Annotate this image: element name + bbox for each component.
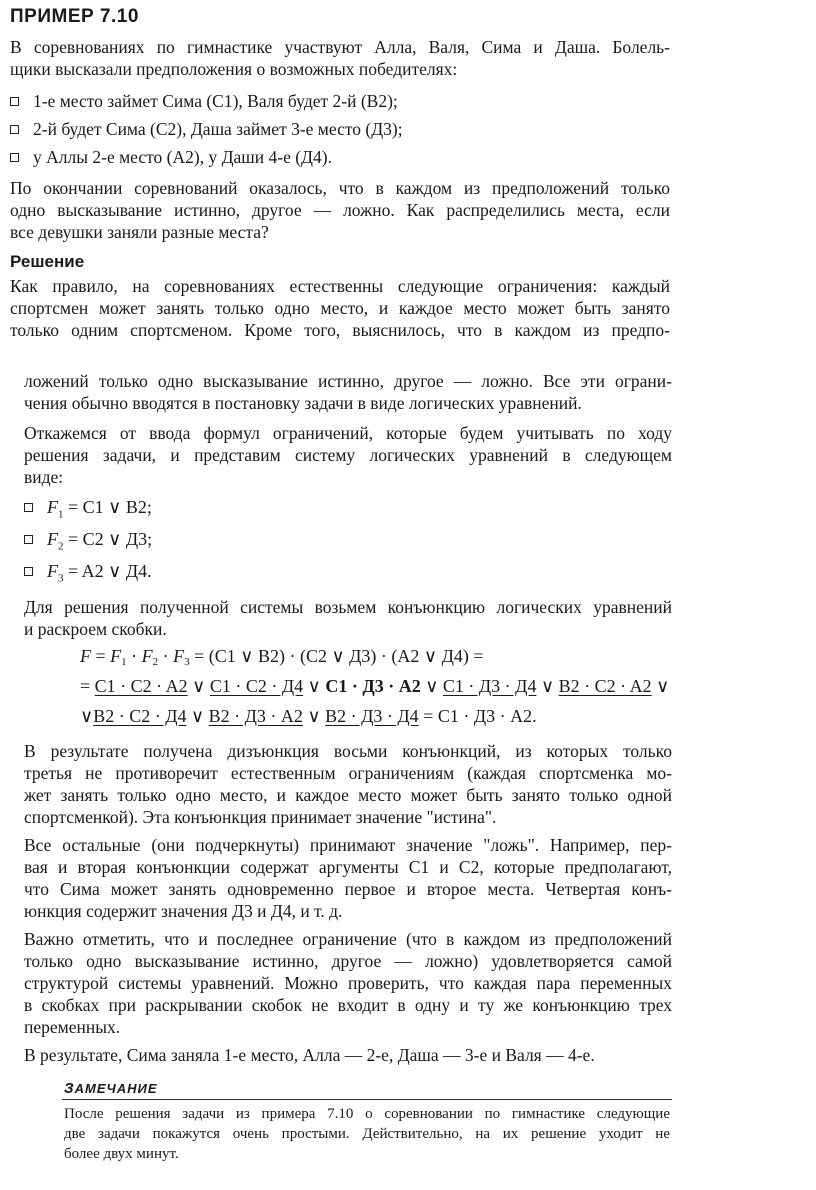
- text-line: В соревнованиях по гимнастике участвуют Алла, Валя, Сима и Даша. Болель-: [10, 37, 670, 57]
- conjunction-term: C1 · C2 · A2: [94, 676, 188, 696]
- list-item-text: 1-е место займет Сима (С1), Валя будет 2-й (В2);: [33, 91, 398, 111]
- text-line: После решения задачи из примера 7.10 о соревновании по гимнастике следующие: [64, 1106, 670, 1122]
- formula-equals: =: [80, 676, 91, 696]
- bullet-box-icon: [24, 567, 33, 576]
- equation-variable: F: [47, 529, 58, 549]
- bullet-box-icon: [10, 125, 19, 134]
- equation-item: [24, 528, 152, 558]
- list-item: [10, 90, 398, 112]
- bullet-box-icon: [24, 535, 33, 544]
- text-line: Для решения полученной системы возьмем конъюнкцию логических уравнений: [24, 597, 672, 617]
- text-line: спортсменкой). Эта конъюнкция принимает значение "истина".: [24, 807, 497, 827]
- note-divider: [62, 1099, 672, 1100]
- note-title-rest: АМЕЧАНИЕ: [74, 1081, 158, 1096]
- text-line: только одним спортсменом. Кроме того, выяснилось, что в каждом из предпо-: [10, 320, 670, 340]
- disjunction-sign: ∨: [192, 676, 206, 696]
- text-line: переменных.: [24, 1017, 121, 1037]
- intro-paragraph: [10, 36, 670, 80]
- conjunction-term: B2 · C2 · Д4: [93, 706, 187, 726]
- text-line: все девушки заняли разные места?: [10, 222, 269, 242]
- disjunction-sign: ∨: [80, 706, 94, 726]
- solution-paragraph: [10, 275, 670, 341]
- formula-result: = C1 · Д3 · A2.: [423, 706, 537, 726]
- text-line: решения задачи, и представим систему логических уравнений в следующем: [24, 445, 672, 465]
- note-title-initial: З: [64, 1080, 75, 1097]
- equation-subscript: 3: [58, 572, 64, 585]
- equation-subscript: 1: [58, 508, 64, 521]
- equation-item: [24, 496, 152, 526]
- conjunction-term: B2 · C2 · A2: [558, 676, 652, 696]
- result-paragraph: [24, 928, 672, 1038]
- text-line: Все остальные (они подчеркнуты) принимают значение "ложь". Например, пер-: [24, 835, 672, 855]
- bullet-box-icon: [24, 503, 33, 512]
- formula-expansion: = (C1 ∨ B2) · (C2 ∨ Д3) · (A2 ∨ Д4) =: [194, 646, 484, 666]
- conjunction-term: B2 · Д3 · A2: [208, 706, 303, 726]
- formula-line-2: [80, 674, 669, 698]
- text-line: что Сима может занять одновременно первое и второе места. Четвертая конъ-: [24, 879, 672, 899]
- equation-rhs: = A2 ∨ Д4.: [68, 561, 152, 581]
- equation-variable: F: [47, 497, 58, 517]
- text-line: и раскроем скобки.: [24, 619, 167, 639]
- conjunction-term-true: C1 · Д3 · A2: [325, 676, 421, 696]
- text-line: Важно отметить, что и последнее ограничение (что в каждом из предположений: [24, 929, 672, 949]
- formula-line-3: [80, 704, 537, 728]
- solution-paragraph: [24, 596, 672, 640]
- list-item-text: 2-й будет Сима (С2), Даша займет 3-е место (Д3);: [33, 119, 403, 139]
- final-answer: В результате, Сима заняла 1-е место, Алла — 2-е, Даша — 3-е и Валя — 4-е.: [24, 1045, 595, 1065]
- condition-paragraph: [10, 177, 670, 243]
- equation-variable: F: [47, 561, 58, 581]
- disjunction-sign: ∨: [656, 676, 670, 696]
- text-line: две задачи покажутся очень простыми. Действительно, на их решение уходит не: [64, 1126, 670, 1142]
- solution-paragraph: [24, 422, 672, 488]
- solution-paragraph-continued: [24, 370, 672, 414]
- text-line: В результате получена дизъюнкция восьми конъюнкций, из которых только: [24, 741, 672, 761]
- equation-item: [24, 560, 152, 590]
- disjunction-sign: ∨: [190, 706, 205, 726]
- text-line: По окончании соревнований оказалось, что в каждом из предположений только: [10, 178, 670, 198]
- text-line: Как правило, на соревнованиях естественны следующие ограничения: каждый: [10, 276, 670, 296]
- text-line: чения обычно вводятся в постановку задачи в виде логических уравнений.: [24, 393, 582, 413]
- list-item-text: у Аллы 2-е место (А2), у Даши 4-е (Д4).: [33, 147, 332, 167]
- text-line: юнкция содержит значения Д3 и Д4, и т. д.: [24, 901, 343, 921]
- equation-subscript: 2: [58, 540, 64, 553]
- equation-rhs: = C1 ∨ B2;: [68, 497, 152, 517]
- list-item: [10, 118, 403, 140]
- text-line: ложений только одно высказывание истинно, другое — ложно. Все эти ограни-: [24, 371, 672, 391]
- note-title: [64, 1080, 158, 1097]
- formula-line-1: $F = F_1 \cdot F_2 \cdot F_3 = (C1$ ∨ B2) · (C2 ∨ Д3) · (A2 ∨ Д4) =: [80, 646, 484, 668]
- disjunction-sign: ∨: [425, 676, 439, 696]
- text-line: третья не противоречит естественным ограничениям (каждая спортсменка мо-: [24, 763, 672, 783]
- disjunction-sign: ∨: [307, 676, 321, 696]
- text-line: спортсмен может занять только одно место, и каждое место может быть занято: [10, 298, 670, 318]
- result-paragraph: [24, 834, 672, 922]
- bullet-box-icon: [10, 97, 19, 106]
- text-line: виде:: [24, 467, 64, 487]
- disjunction-sign: ∨: [307, 706, 321, 726]
- conjunction-term: B2 · Д3 · Д4: [325, 706, 419, 726]
- bullet-box-icon: [10, 153, 19, 162]
- text-line: только одно высказывание истинно, другое — ложно) удовлетворяется самой: [24, 951, 672, 971]
- text-line: Откажемся от ввода формул ограничений, которые будем учитывать по ходу: [24, 423, 672, 443]
- text-line: в скобках при раскрывании скобок не входит в одну и ту же конъюнкцию трех: [24, 995, 672, 1015]
- result-paragraph: [24, 740, 672, 828]
- text-line: одно высказывание истинно, другое — ложно. Как распределились места, если: [10, 200, 670, 220]
- list-item: [10, 146, 332, 168]
- conjunction-term: C1 · Д3 · Д4: [442, 676, 537, 696]
- text-line: более двух минут.: [64, 1146, 179, 1162]
- text-line: щики высказали предположения о возможных победителях:: [10, 59, 458, 79]
- text-line: структурой системы уравнений. Можно проверить, что каждая пара переменных: [24, 973, 672, 993]
- disjunction-sign: ∨: [540, 676, 555, 696]
- solution-heading: Решение: [10, 252, 85, 271]
- text-line: жет занять только одно место, и каждое место может быть занято только одной: [24, 785, 672, 805]
- text-line: вая и вторая конъюнкции содержат аргументы С1 и С2, которые предполагают,: [24, 857, 672, 877]
- conjunction-term: C1 · C2 · Д4: [209, 676, 304, 696]
- example-title: ПРИМЕР 7.10: [10, 6, 139, 27]
- equation-rhs: = C2 ∨ Д3;: [68, 529, 153, 549]
- note-text: [64, 1104, 670, 1164]
